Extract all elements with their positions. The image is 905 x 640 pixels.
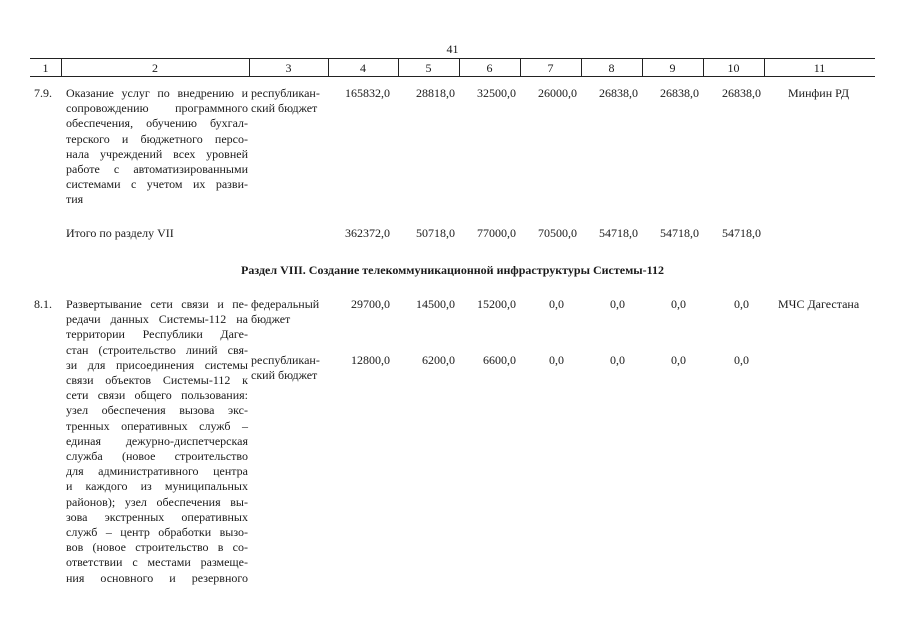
value-cell: 6600,0	[483, 353, 516, 367]
total-value: 362372,0	[345, 226, 390, 240]
value-cell: 26838,0	[722, 86, 761, 100]
value-cell: 28818,0	[416, 86, 455, 100]
header-top-rule	[30, 58, 875, 59]
value-cell: 26838,0	[660, 86, 699, 100]
row-id: 8.1.	[34, 297, 52, 311]
value-cell: 165832,0	[345, 86, 390, 100]
funding-source: ский бюджет	[251, 101, 318, 115]
section-title: Раздел VIII. Создание телекоммуникационной инфраструктуры Системы-112	[241, 263, 664, 277]
value-cell: 0,0	[671, 353, 686, 367]
value-cell: 29700,0	[351, 297, 390, 311]
total-value: 54718,0	[722, 226, 761, 240]
executor: МЧС Дагестана	[778, 297, 860, 311]
column-header: 7	[547, 61, 554, 75]
executor: Минфин РД	[788, 86, 850, 100]
value-cell: 32500,0	[477, 86, 516, 100]
page-number: 41	[446, 42, 459, 56]
value-cell: 0,0	[671, 297, 686, 311]
funding-source: федеральный	[251, 297, 320, 311]
funding-source: республикан-	[251, 353, 320, 367]
column-header: 8	[608, 61, 615, 75]
row-description: Развертывание сети связи и пе- редачи данных Системы-112 на территории Республики Даге- стан (строительство линий свя- зи для присоединения системы связи объектов Системы-112 к сети связи общего пользования: узел обеспечения вызова экс- тренных оперативных служб – единая дежурно-диспетчерская служба (новое строительство для административного центра и каждого из муниципальных районов); узел обеспечения вы- зова экстренных оперативных служб – центр обработки вызо- вов (новое строительство в со- ответствии с местами размеще- ния основного и резервного	[66, 297, 248, 585]
value-cell: 14500,0	[416, 297, 455, 311]
total-value: 77000,0	[477, 226, 516, 240]
column-header: 11	[813, 61, 826, 75]
funding-source: республикан-	[251, 86, 320, 100]
value-cell: 0,0	[549, 353, 564, 367]
total-value: 70500,0	[538, 226, 577, 240]
column-header: 5	[425, 61, 432, 75]
row-description: Оказание услуг по внедрению и сопровождению программного обеспечения, обучению бухгал- терского и бюджетного персо- нала учреждений всех уровней работе с автоматизированными системами с учетом их разви- тия	[66, 86, 248, 207]
value-cell: 0,0	[734, 353, 749, 367]
column-header: 1	[42, 61, 49, 75]
value-cell: 26000,0	[538, 86, 577, 100]
total-value: 50718,0	[416, 226, 455, 240]
value-cell: 0,0	[734, 297, 749, 311]
funding-source: ский бюджет	[251, 368, 318, 382]
value-cell: 15200,0	[477, 297, 516, 311]
column-header: 4	[360, 61, 366, 75]
total-value: 54718,0	[599, 226, 638, 240]
value-cell: 26838,0	[599, 86, 638, 100]
value-cell: 0,0	[610, 297, 625, 311]
value-cell: 12800,0	[351, 353, 390, 367]
value-cell: 6200,0	[422, 353, 455, 367]
header-bottom-rule	[30, 76, 875, 77]
total-value: 54718,0	[660, 226, 699, 240]
column-header: 9	[669, 61, 676, 75]
column-header: 6	[486, 61, 493, 75]
total-label: Итого по разделу VII	[66, 226, 174, 240]
column-header: 10	[727, 61, 740, 75]
value-cell: 0,0	[610, 353, 625, 367]
column-header: 2	[152, 61, 158, 75]
row-id: 7.9.	[34, 86, 52, 100]
column-header: 3	[285, 61, 292, 75]
value-cell: 0,0	[549, 297, 564, 311]
funding-source: бюджет	[251, 312, 291, 326]
